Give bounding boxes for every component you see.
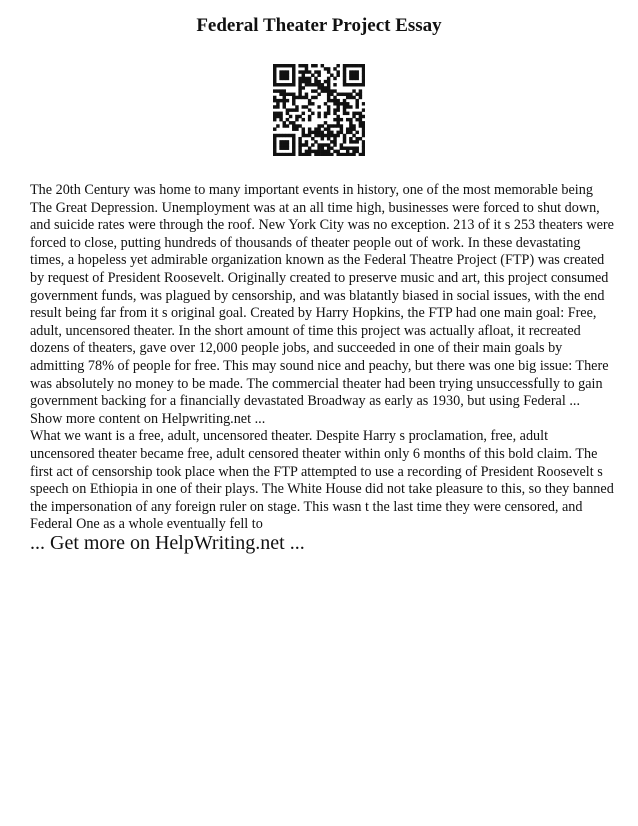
essay-paragraph: What we want is a free, adult, uncensored theater. Despite Harry s proclamation, free, adult uncensored theater became free, adult censored theater within only 6 months of this bold claim. The first act of censorship took place when the FTP attempted to use a recording of President Roosevelt s speech on Ethiopia in one of their plays. The White House did not take pleasure to this, so they banned the impersonation of any foreign ruler on stage. This wasn t the last time they were censored, and Federal One as a whole eventually fell to [30, 428, 614, 533]
essay-paragraph: The 20th Century was home to many important events in history, one of the most memorable being The Great Depression. Unemployment was at an all time high, businesses were forced to shut down, and suicide rates were through the roof. New York City was no exception. 213 of it s 253 theaters were forced to close, putting hundreds of thousands of theater people out of work. In these devastating times, a hopeless yet admirable organization known as the Federal Theatre Project (FTP) was created by request of President Roosevelt. Originally created to preserve music and art, this project consumed government funds, was plagued by censorship, and was blatantly biased in social issues, with the end result being far from it s original goal. Created by Harry Hopkins, the FTP had one main goal: Free, adult, uncensored theater. In the short amount of time this project was actually afloat, it recreated dozens of theaters, gave over 12,000 people jobs, and succeeded in one of their main goals by admitting 78% of people for free. This may sound nice and peachy, but there was one big issue: There was absolutely no money to be made. The commercial theater had been trying unsuccessfully to gain government backing for a financially devastated Broadway as early as 1930, but using Federal ... [30, 182, 614, 410]
page-title: Federal Theater Project Essay [196, 15, 442, 36]
show-more-link[interactable]: Show more content on Helpwriting.net ... [30, 410, 266, 427]
qr-code-icon [273, 64, 365, 156]
get-more-link[interactable]: ... Get more on HelpWriting.net ... [30, 532, 305, 554]
essay-body [30, 182, 614, 534]
